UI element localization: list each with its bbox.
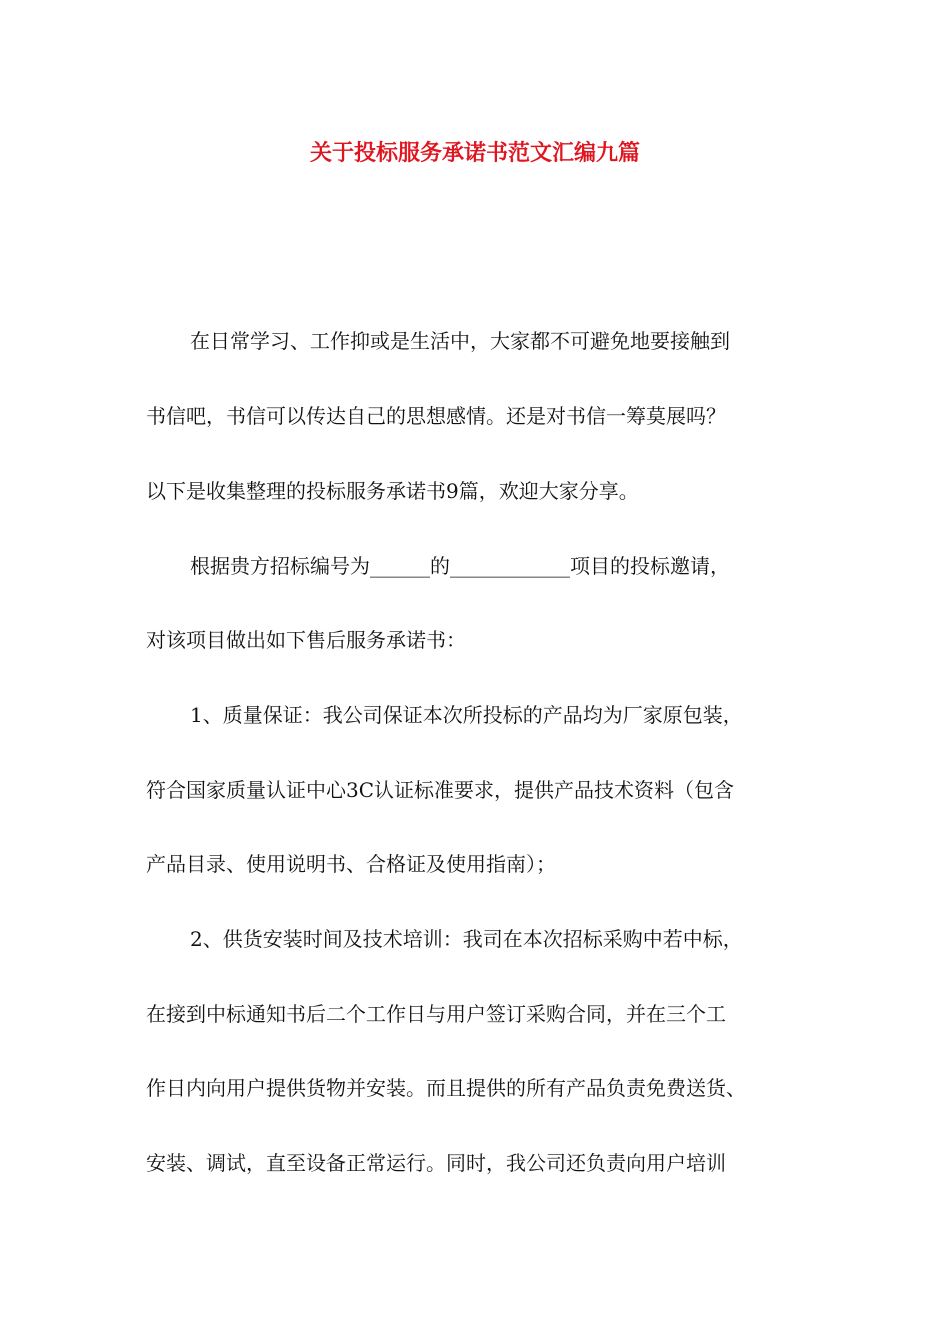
paragraph-line: 作日内向用户提供货物并安装。而且提供的所有产品负责免费送货、 (146, 1076, 746, 1100)
paragraph-line: 符合国家质量认证中心3C认证标准要求，提供产品技术资料（包含 (146, 778, 735, 802)
document-title: 关于投标服务承诺书范文汇编九篇 (309, 140, 640, 166)
paragraph-line: 产品目录、使用说明书、合格证及使用指南）； (146, 852, 556, 876)
paragraph-line: 根据贵方招标编号为______的____________项目的投标邀请， (190, 554, 730, 578)
paragraph-line: 对该项目做出如下售后服务承诺书： (146, 628, 466, 652)
paragraph-line: 安装、调试，直至设备正常运行。同时，我公司还负责向用户培训 (146, 1151, 726, 1175)
paragraph-line: 在接到中标通知书后二个工作日与用户签订采购合同，并在三个工 (146, 1002, 726, 1026)
paragraph-line: 1、质量保证：我公司保证本次所投标的产品均为厂家原包装， (190, 703, 743, 727)
paragraph-line: 以下是收集整理的投标服务承诺书9篇，欢迎大家分享。 (146, 479, 639, 503)
paragraph-line: 书信吧，书信可以传达自己的思想感情。还是对书信一筹莫展吗？ (146, 404, 726, 428)
paragraph-line: 在日常学习、工作抑或是生活中，大家都不可避免地要接触到 (190, 329, 730, 353)
paragraph-line: 2、供货安装时间及技术培训：我司在本次招标采购中若中标， (190, 927, 743, 951)
